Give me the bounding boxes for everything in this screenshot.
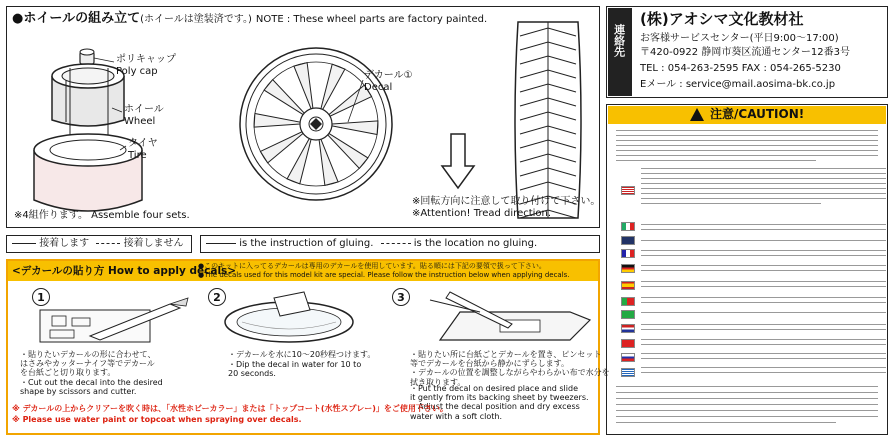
caution-es-line	[641, 281, 886, 282]
flag-netherlands-icon	[621, 324, 635, 333]
decal-warning-jp: ※ デカールの上からクリアーを吹く時は、「水性ホビーカラー」または「トップコート(水性スプレー)」をご使用下さい。	[12, 404, 448, 413]
flag-spain-icon	[621, 281, 635, 290]
flag-usa-icon	[621, 186, 635, 195]
caution-uk-line	[641, 240, 886, 241]
step-1-number: 1	[32, 288, 50, 306]
company-name: (株)アオシマ文化教材社	[640, 10, 804, 28]
flag-germany-icon	[621, 264, 635, 273]
caution-tr-line	[641, 339, 886, 340]
caution-it-line	[641, 229, 886, 230]
step-3-text-en: ・Put the decal on desired place and slide it gently from its backing sheet by tweezers. ・Adjust the decal position and dry excess water with a soft cloth.	[410, 384, 589, 421]
polycap-label: ポリキャップ Poly cap	[116, 54, 176, 77]
step-2-text-jp: ・デカールを水に10〜20秒程つけます。	[228, 350, 376, 359]
company-service: お客様サービスセンター(平日9:00〜17:00)	[640, 33, 839, 44]
tire-tread-diagram	[512, 22, 584, 218]
caution-nl-line	[641, 324, 886, 325]
caution-ru-line	[641, 358, 886, 359]
caution-br-line	[641, 312, 886, 313]
step-3-tweezers-illustration	[420, 290, 595, 350]
caution-tr-line	[641, 344, 886, 345]
caution-nl-line	[641, 329, 886, 330]
warning-triangle-icon	[690, 108, 704, 121]
legend-glue-jp-text: 接着します 接着しません	[12, 238, 184, 250]
step-1-text-en: ・Cut out the decal into the desired shape by scissors and cutter.	[20, 378, 163, 397]
step-1-text-jp: ・貼りたいデカールの形に合わせて、 はさみやカッターナイフ等でデカール を台紙ごと切り取ります。	[20, 350, 156, 378]
flag-italy-icon	[621, 222, 635, 231]
solid-arrow-icon	[206, 243, 236, 244]
tire-label: タイヤ Tire	[128, 138, 158, 161]
step-2-number: 2	[208, 288, 226, 306]
flag-uk-icon	[621, 236, 635, 245]
bullet-circle-icon: ●	[12, 11, 24, 26]
company-phone-fax: TEL : 054-263-2595 FAX : 054-265-5230	[640, 63, 841, 74]
step-3-number: 3	[392, 288, 410, 306]
step-2-text-en: ・Dip the decal in water for 10 to 20 seconds.	[228, 360, 362, 379]
caution-es-line	[641, 286, 886, 287]
legend-glue-en-text: is the instruction of gluing. is the location no gluing.	[206, 238, 537, 250]
contact-label: 連絡先	[612, 24, 626, 57]
assembly-title: ●ホイールの組み立て(ホイールは塗装済です。) NOTE : These wheel parts are factory painted.	[12, 11, 488, 26]
caution-fr-line	[641, 255, 886, 256]
caution-gr-line	[641, 372, 886, 373]
dashed-arrow-icon	[381, 243, 411, 244]
caution-gr-line	[641, 367, 886, 368]
caution-ru-line	[641, 353, 886, 354]
step-1-cutting-illustration	[30, 296, 190, 346]
flag-brazil-icon	[621, 310, 635, 319]
wheel-label: ホイール Wheel	[124, 104, 164, 127]
tread-direction-arrow	[440, 134, 476, 190]
dashed-arrow-icon	[96, 243, 120, 244]
tread-note: ※回転方向に注意して取り付けて下さい。 ※Attention! Tread direction.	[412, 196, 601, 219]
flag-portugal-icon	[621, 297, 635, 306]
caution-pt-line	[641, 297, 886, 298]
caution-de-line	[641, 270, 886, 271]
company-email: Eメール : service@mail.aosima-bk.co.jp	[640, 79, 836, 90]
caution-title: 注意/CAUTION!	[710, 107, 805, 121]
decal-header-note-jp: ●このキットに入ってるデカールは専用のデカールを使用しています。貼る順には下記の要領で扱って下さい。	[198, 262, 546, 270]
company-address: 〒420-0922 静岡市葵区流通センター12番3号	[640, 47, 851, 58]
step-2-water-dish-illustration	[214, 292, 364, 352]
decal-warning-en: ※ Please use water paint or topcoat when spraying over decals.	[12, 415, 302, 424]
flag-greece-icon	[621, 368, 635, 377]
flag-russia-icon	[621, 353, 635, 362]
caution-de-line	[641, 265, 886, 266]
decal-header-note-en: ●The decals used for this model kit are special. Please follow the instruction below when applying decals.	[198, 271, 570, 279]
flag-france-icon	[621, 249, 635, 258]
caution-fr-line	[641, 250, 886, 251]
decal-header-title: <デカールの貼り方 How to apply decals>	[12, 265, 237, 277]
solid-arrow-icon	[12, 243, 36, 244]
decal-leader-line	[0, 0, 400, 200]
step-3-text-jp: ・貼りたい所に台紙ごとデカールを置き、ピンセット 等でデカールを台紙から静かにずらします。 ・デカールの位置を調整しながらやわらかい布で水分を 拭き取ります。	[410, 350, 610, 387]
decal-label: デカール① Decal	[364, 70, 413, 93]
make-four-note: ※4組作ります。 Assemble four sets.	[14, 210, 190, 221]
flag-turkey-icon	[621, 339, 635, 348]
caution-pt-line	[641, 302, 886, 303]
caution-it-line	[641, 224, 886, 225]
